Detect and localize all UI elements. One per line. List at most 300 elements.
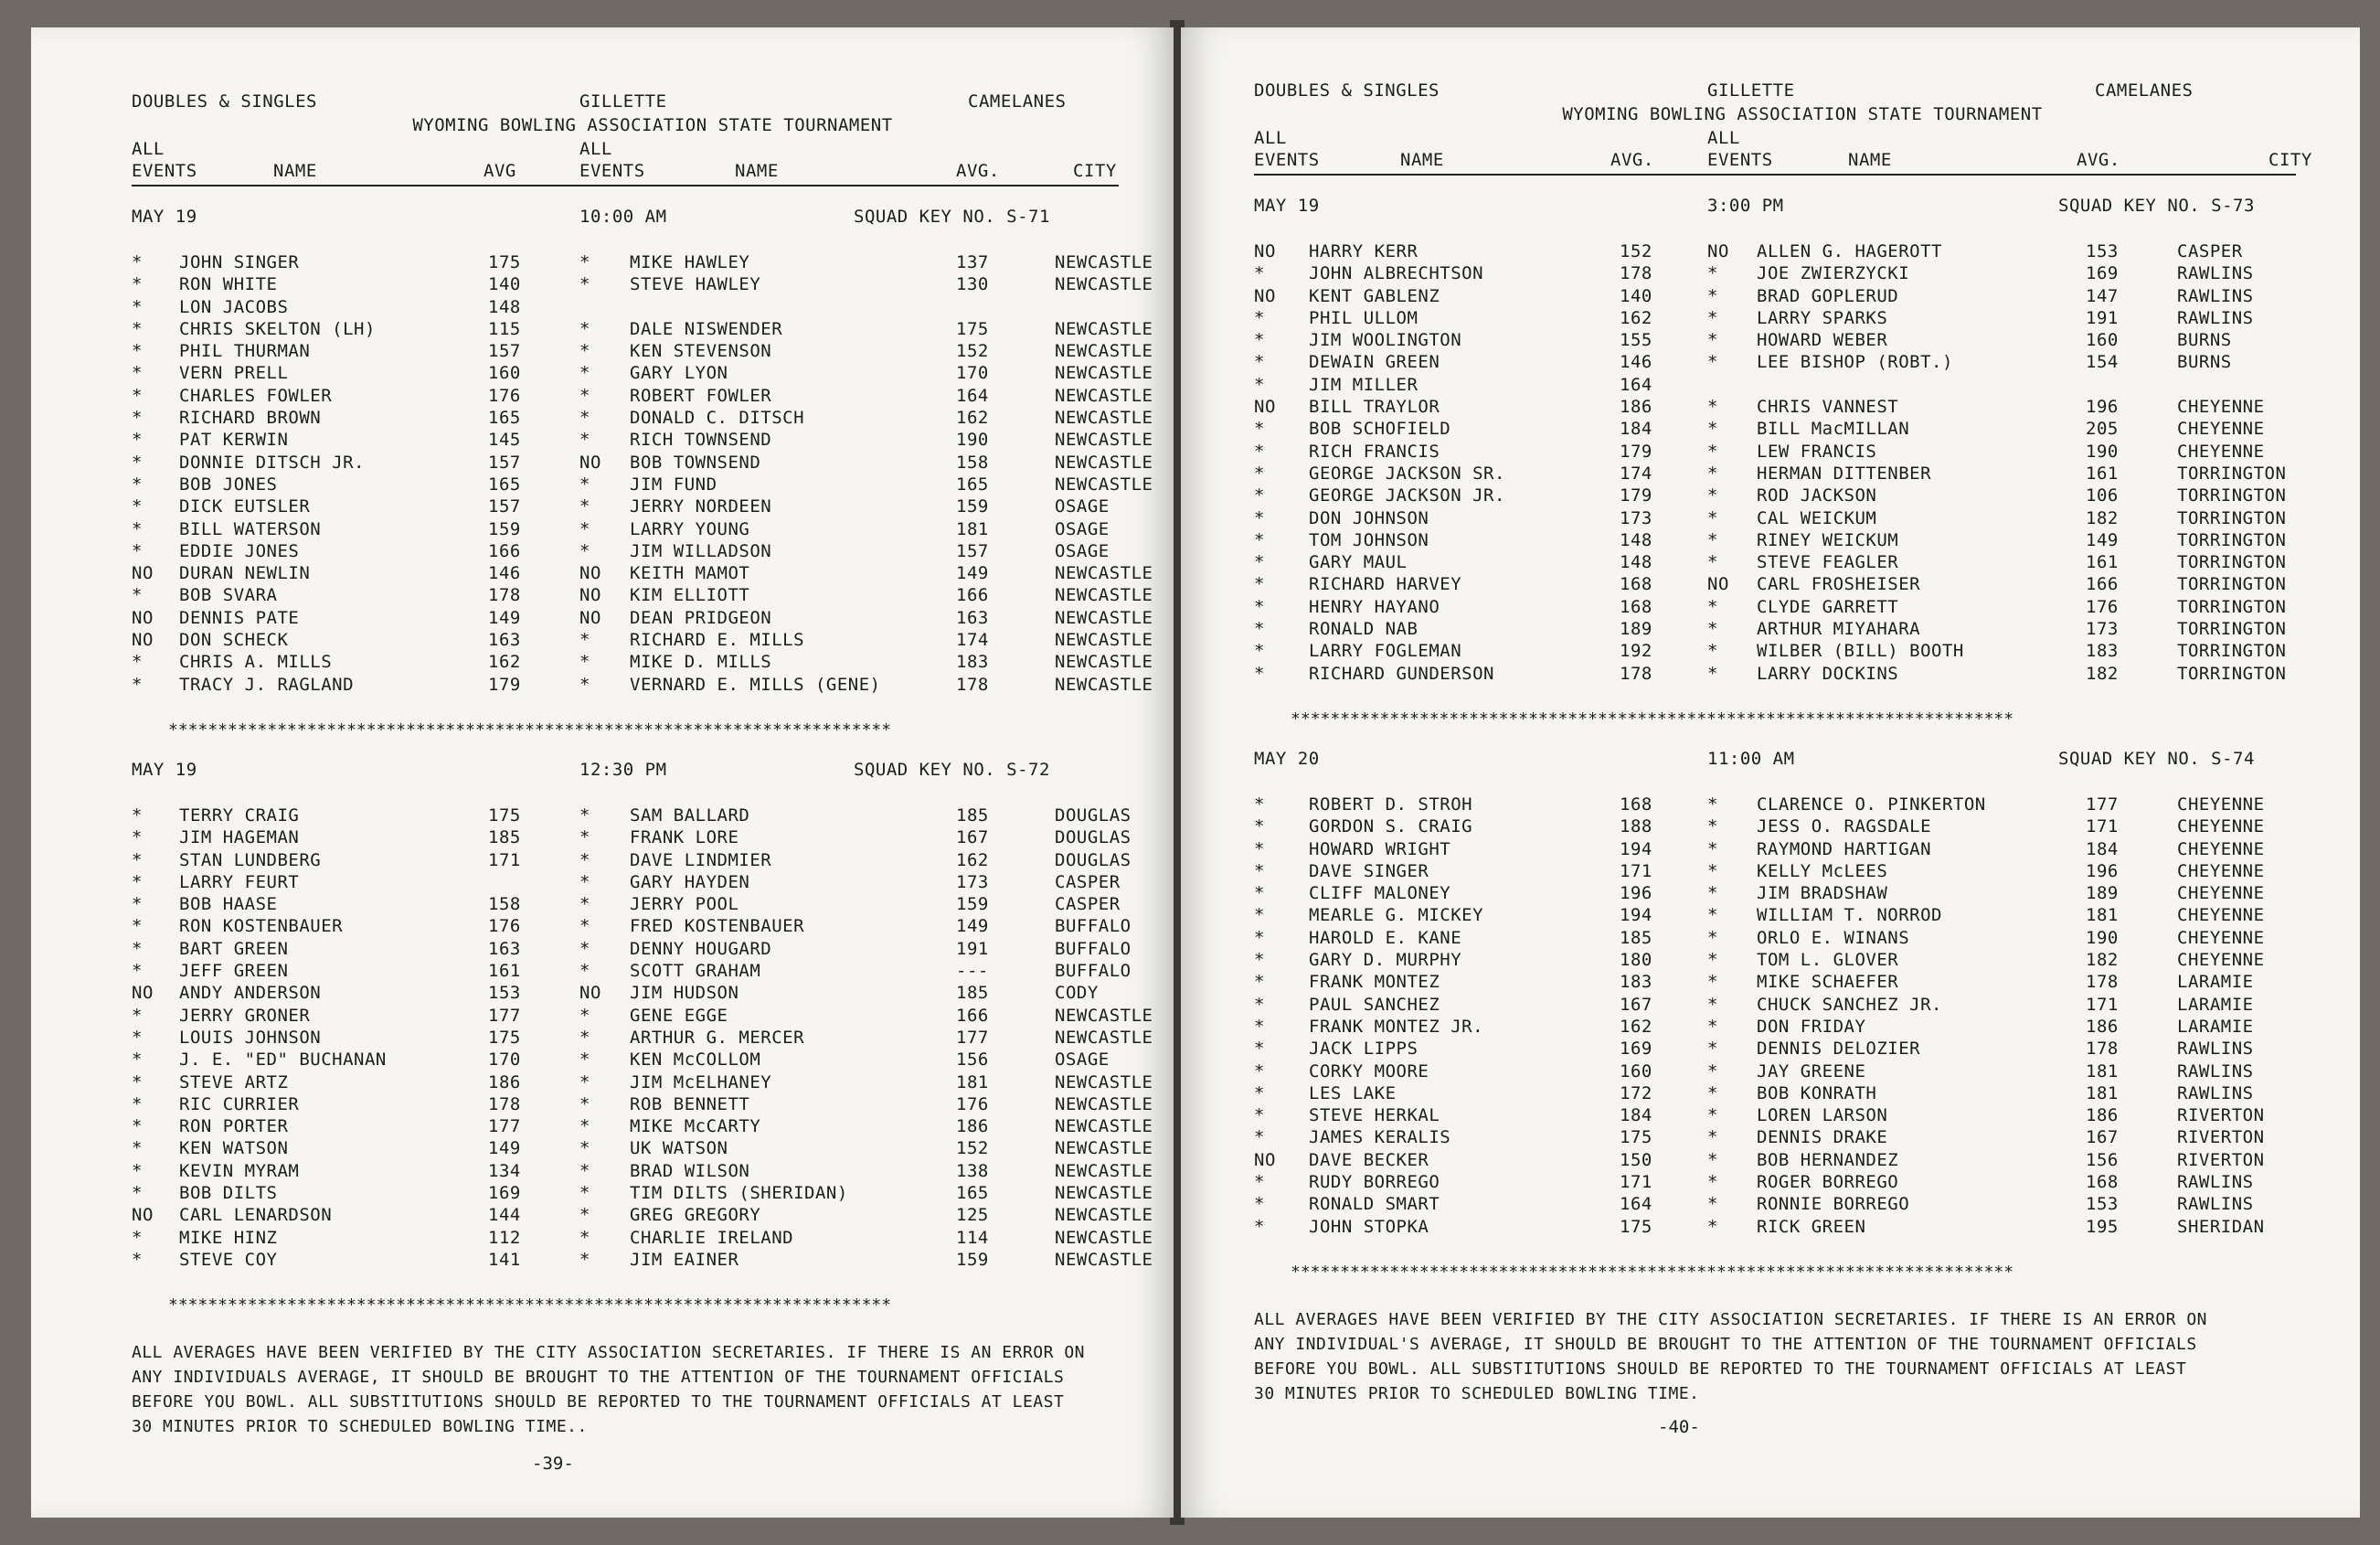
bowler-name-2: RICH TOWNSEND [630, 430, 772, 451]
city: NEWCASTLE [1055, 563, 1153, 584]
average-1: 174 [1620, 463, 1652, 484]
bowler-name-1: GEORGE JACKSON SR. [1309, 463, 1505, 484]
average-2: 166 [2086, 574, 2119, 595]
events-flag-2: * [1707, 619, 1718, 640]
events-flag-1: NO [1254, 241, 1276, 261]
table-row [1254, 597, 2296, 619]
table-row [132, 430, 1153, 452]
events-flag-1: * [132, 1249, 143, 1270]
bowler-name-1: RICH FRANCIS [1309, 441, 1440, 462]
entry-list [132, 804, 1153, 1272]
events-flag-1: * [132, 938, 143, 959]
events-flag-2: * [1707, 927, 1718, 948]
city: CHEYENNE [2177, 950, 2265, 971]
city: NEWCASTLE [1055, 1249, 1153, 1270]
events-flag-1: * [1254, 1171, 1265, 1192]
average-2: 159 [956, 1249, 989, 1270]
events-flag-1: * [1254, 263, 1265, 284]
city: RAWLINS [2177, 263, 2254, 284]
bowler-name-1: DON JOHNSON [1309, 507, 1429, 528]
table-row [1254, 641, 2296, 663]
table-row [132, 983, 1119, 1005]
events-flag-2: * [579, 1182, 590, 1203]
events-flag-1: * [1254, 1060, 1265, 1082]
bowler-name-1: TOM JOHNSON [1309, 529, 1429, 550]
events-flag-1: * [132, 341, 143, 362]
city: RAWLINS [2177, 1060, 2254, 1082]
city: SHERIDAN [2177, 1216, 2265, 1237]
average-2: 190 [956, 430, 989, 451]
bowler-name-1: PHIL ULLOM [1309, 307, 1418, 328]
bowler-name-2: RICHARD E. MILLS [630, 630, 805, 651]
city: CASPER [2177, 241, 2243, 261]
average-1: 173 [1620, 507, 1652, 528]
table-row [1254, 485, 2296, 507]
events-flag-2: * [579, 1138, 590, 1159]
table-row [132, 585, 1153, 607]
average-2: 156 [956, 1050, 989, 1071]
average-2: 186 [2086, 1016, 2119, 1037]
table-row [132, 804, 1132, 827]
col-name-2: NAME [735, 161, 779, 181]
separator-line: ************************************************************************* [1291, 1262, 2014, 1282]
average-1: 171 [1620, 1171, 1652, 1192]
average-2: 177 [2086, 794, 2119, 815]
col-events-1: EVENTS [1254, 150, 1320, 170]
col-city: CITY [2268, 150, 2312, 170]
tournament-title: WYOMING BOWLING ASSOCIATION STATE TOURNAMENT [1562, 104, 2043, 124]
events-flag-1: * [132, 1027, 143, 1048]
city: CHEYENNE [2177, 794, 2265, 815]
bowler-name-2: DALE NISWENDER [630, 318, 783, 339]
events-flag-1: * [132, 1071, 143, 1092]
bowler-name-1: CHRIS A. MILLS [179, 652, 333, 673]
bowler-name-1: RON KOSTENBAUER [179, 916, 344, 937]
city: TORRINGTON [2177, 485, 2287, 506]
average-1: 180 [1620, 950, 1652, 971]
average-1: 185 [1620, 927, 1652, 948]
table-row [1254, 464, 2296, 485]
average-1: 178 [488, 585, 521, 606]
average-2: 182 [2086, 950, 2119, 971]
bowler-name-2: RONNIE BORREGO [1757, 1194, 1910, 1215]
bowler-name-1: CHARLES FOWLER [179, 385, 333, 406]
page-header [1254, 80, 2296, 102]
average-1: 164 [1620, 1194, 1652, 1215]
average-1: 185 [488, 827, 521, 848]
col-avg-1: AVG. [1610, 150, 1654, 170]
average-2: 185 [956, 983, 989, 1004]
average-1: 165 [488, 474, 521, 495]
squad-time: 10:00 AM [579, 207, 667, 227]
events-flag-1: * [1254, 596, 1265, 617]
bowler-name-2: JERRY POOL [630, 894, 739, 915]
average-2: 169 [2086, 263, 2119, 284]
bowler-name-1: PHIL THURMAN [179, 341, 311, 362]
average-1: 175 [1620, 1216, 1652, 1237]
bowler-name-1: JOHN STOPKA [1309, 1216, 1429, 1237]
bowler-name-2: LEE BISHOP (ROBT.) [1757, 352, 1953, 373]
table-row [132, 363, 1153, 385]
events-flag-1: * [1254, 374, 1265, 395]
squad-date: MAY 20 [1254, 748, 1320, 769]
city: NEWCASTLE [1055, 341, 1153, 362]
average-2: 186 [956, 1116, 989, 1137]
average-2: 183 [956, 652, 989, 673]
bowler-name-2: GREG GREGORY [630, 1205, 761, 1226]
average-2: 153 [2086, 241, 2119, 261]
average-1: 112 [488, 1227, 521, 1248]
events-flag-1: * [1254, 994, 1265, 1015]
average-2: 166 [956, 1005, 989, 1026]
events-flag-1: * [132, 1116, 143, 1137]
table-row [132, 474, 1153, 496]
bowler-name-2: RAYMOND HARTIGAN [1757, 838, 1932, 859]
events-flag-1: * [132, 674, 143, 695]
events-flag-1: * [132, 318, 143, 339]
events-flag-2: * [1707, 883, 1718, 904]
bowler-name-1: LARRY FOGLEMAN [1309, 641, 1462, 662]
events-flag-2: * [1707, 1171, 1718, 1192]
col-events-2: EVENTS [1707, 150, 1773, 170]
average-2: 130 [956, 274, 989, 295]
average-1: 144 [488, 1205, 521, 1226]
bowler-name-2: GENE EGGE [630, 1005, 728, 1026]
bowler-name-1: JIM MILLER [1309, 374, 1418, 395]
average-1: 149 [488, 607, 521, 628]
bowler-name-1: HARRY KERR [1309, 241, 1418, 261]
average-1: 170 [488, 1050, 521, 1071]
events-flag-2: NO [579, 585, 601, 606]
events-flag-2: NO [579, 452, 601, 473]
average-2: 152 [956, 1138, 989, 1159]
bowler-name-2: GARY HAYDEN [630, 871, 750, 892]
events-flag-2: * [579, 916, 590, 937]
events-flag-1: * [1254, 950, 1265, 971]
entry-list [1254, 241, 2296, 686]
average-2: 158 [956, 452, 989, 473]
events-flag-2: * [1707, 1060, 1718, 1082]
events-flag-1: * [132, 1093, 143, 1114]
events-flag-1: * [1254, 1194, 1265, 1215]
bowler-name-1: RONALD NAB [1309, 619, 1418, 640]
average-1: 172 [1620, 1082, 1652, 1103]
average-1: 164 [1620, 374, 1652, 395]
average-1: 189 [1620, 619, 1652, 640]
bowler-name-2: UK WATSON [630, 1138, 728, 1159]
average-2: 153 [2086, 1194, 2119, 1215]
average-2: 160 [2086, 330, 2119, 351]
city: NEWCASTLE [1055, 652, 1153, 673]
table-row [132, 274, 1153, 296]
average-1: 176 [488, 385, 521, 406]
city: NEWCASTLE [1055, 630, 1153, 651]
bowler-name-1: MIKE HINZ [179, 1227, 278, 1248]
table-row [1254, 442, 2296, 464]
average-2: 175 [956, 318, 989, 339]
events-flag-1: * [1254, 1016, 1265, 1037]
table-row [132, 607, 1153, 630]
events-flag-2: * [579, 871, 590, 892]
bowler-name-1: STEVE COY [179, 1249, 278, 1270]
bowler-name-1: ANDY ANDERSON [179, 983, 322, 1004]
events-flag-2: * [579, 1093, 590, 1114]
bowler-name-1: RICHARD GUNDERSON [1309, 663, 1494, 684]
events-flag-1: * [1254, 1127, 1265, 1148]
average-2: 157 [956, 540, 989, 561]
events-flag-2: * [579, 518, 590, 539]
events-flag-2: * [579, 1227, 590, 1248]
bowler-name-1: DAVE BECKER [1309, 1149, 1429, 1170]
left-page-content [132, 91, 1153, 1439]
bowler-name-1: DEWAIN GREEN [1309, 352, 1440, 373]
city: OSAGE [1055, 496, 1110, 517]
bowler-name-1: BOB JONES [179, 474, 278, 495]
bowler-name-1: RON PORTER [179, 1116, 289, 1137]
bowler-name-2: LEW FRANCIS [1757, 441, 1877, 462]
average-1: 146 [1620, 352, 1652, 373]
average-2: 176 [956, 1093, 989, 1114]
events-flag-1: * [132, 1182, 143, 1203]
city: RAWLINS [2177, 1194, 2254, 1215]
squad-time: 3:00 PM [1707, 196, 1784, 216]
city: NEWCASTLE [1055, 585, 1153, 606]
table-row [1254, 619, 2296, 641]
city: OSAGE [1055, 540, 1110, 561]
separator-line: ************************************************************************* [168, 1295, 892, 1316]
average-1: 163 [488, 938, 521, 959]
venue-name: CAMELANES [968, 91, 1067, 112]
average-1: 192 [1620, 641, 1652, 662]
average-1: 177 [488, 1116, 521, 1137]
bowler-name-1: ROBERT D. STROH [1309, 794, 1473, 815]
bowler-name-1: STAN LUNDBERG [179, 849, 322, 870]
average-2: 205 [2086, 419, 2119, 440]
city: CHEYENNE [2177, 838, 2265, 859]
events-flag-1: * [1254, 972, 1265, 993]
average-2: 173 [956, 871, 989, 892]
bowler-name-2: MIKE McCARTY [630, 1116, 761, 1137]
average-1: 153 [488, 983, 521, 1004]
average-1: 159 [488, 518, 521, 539]
events-flag-1: * [1254, 574, 1265, 595]
average-2: 163 [956, 607, 989, 628]
bowler-name-2: CHRIS VANNEST [1757, 397, 1899, 418]
events-flag-1: NO [132, 563, 154, 584]
city: NEWCASTLE [1055, 1005, 1153, 1026]
events-flag-2: * [579, 894, 590, 915]
city: NEWCASTLE [1055, 430, 1153, 451]
events-flag-1: * [132, 540, 143, 561]
city: TORRINGTON [2177, 463, 2287, 484]
average-1: 162 [1620, 307, 1652, 328]
events-flag-1: * [132, 916, 143, 937]
events-flag-2: * [579, 474, 590, 495]
col-events-2: EVENTS [579, 161, 645, 181]
table-row [1254, 263, 2296, 285]
average-2: 170 [956, 363, 989, 384]
bowler-name-1: HAROLD E. KANE [1309, 927, 1462, 948]
bowler-name-1: DICK EUTSLER [179, 496, 311, 517]
average-1: 145 [488, 430, 521, 451]
events-flag-2: * [1707, 1216, 1718, 1237]
average-2: 181 [956, 518, 989, 539]
bowler-name-2: STEVE FEAGLER [1757, 552, 1899, 573]
city: TORRINGTON [2177, 529, 2287, 550]
bowler-name-2: SCOTT GRAHAM [630, 961, 761, 982]
squad-key: SQUAD KEY NO. S-73 [2058, 196, 2255, 216]
events-flag-2: * [1707, 950, 1718, 971]
events-flag-1: * [132, 252, 143, 272]
average-1: 176 [488, 916, 521, 937]
city: CHEYENNE [2177, 816, 2265, 837]
bowler-name-1: BART GREEN [179, 938, 289, 959]
average-2: 196 [2086, 860, 2119, 881]
average-2: 182 [2086, 507, 2119, 528]
bowler-name-1: GARY D. MURPHY [1309, 950, 1462, 971]
average-1: 149 [488, 1138, 521, 1159]
city: RIVERTON [2177, 1105, 2265, 1126]
bowler-name-2: BOB HERNANDEZ [1757, 1149, 1899, 1170]
average-2: 196 [2086, 397, 2119, 418]
bowler-name-1: KEN WATSON [179, 1138, 289, 1159]
average-2: 164 [956, 385, 989, 406]
squad-key: SQUAD KEY NO. S-71 [854, 207, 1050, 227]
bowler-name-2: JOE ZWIERZYCKI [1757, 263, 1910, 284]
bowler-name-1: GARY MAUL [1309, 552, 1408, 573]
events-flag-1: * [1254, 816, 1265, 837]
table-row [1254, 1039, 2296, 1060]
bowler-name-2: JESS O. RAGSDALE [1757, 816, 1932, 837]
bowler-name-1: DENNIS PATE [179, 607, 300, 628]
bowler-name-1: GEORGE JACKSON JR. [1309, 485, 1505, 506]
city: NEWCASTLE [1055, 385, 1153, 406]
page-number: -40- [1658, 1417, 1700, 1437]
events-flag-2: * [1707, 816, 1718, 837]
events-flag-1: * [132, 1138, 143, 1159]
events-flag-2: * [579, 630, 590, 651]
events-flag-1: * [1254, 883, 1265, 904]
average-1: 183 [1620, 972, 1652, 993]
average-2: 167 [956, 827, 989, 848]
events-flag-2: * [1707, 1105, 1718, 1126]
table-row [132, 674, 1153, 697]
bowler-name-1: BOB SCHOFIELD [1309, 419, 1451, 440]
city: CHEYENNE [2177, 397, 2265, 418]
city: NEWCASTLE [1055, 1027, 1153, 1048]
events-flag-1: * [1254, 507, 1265, 528]
table-row [132, 452, 1153, 474]
bowler-name-1: PAUL SANCHEZ [1309, 994, 1440, 1015]
events-flag-1: NO [132, 607, 154, 628]
table-row [132, 1249, 1153, 1272]
city: CASPER [1055, 871, 1121, 892]
table-row [1254, 1017, 2296, 1039]
bowler-name-2: DEAN PRIDGEON [630, 607, 772, 628]
events-flag-2: * [1707, 663, 1718, 684]
table-row [1254, 794, 2296, 816]
bowler-name-2: JIM FUND [630, 474, 717, 495]
events-flag-2: * [1707, 641, 1718, 662]
average-1: 146 [488, 563, 521, 584]
table-row [1254, 972, 2296, 994]
squad-key: SQUAD KEY NO. S-72 [854, 759, 1050, 780]
events-flag-1: * [132, 1160, 143, 1181]
events-flag-2: NO [579, 983, 601, 1004]
col-all-2: ALL [579, 139, 612, 159]
events-flag-2: * [1707, 1039, 1718, 1060]
bowler-name-2: CHARLIE IRELAND [630, 1227, 794, 1248]
events-flag-2: * [1707, 1016, 1718, 1037]
bowler-name-2: ROD JACKSON [1757, 485, 1877, 506]
right-page [1181, 27, 2360, 1518]
bowler-name-2: GARY LYON [630, 363, 728, 384]
average-2: 177 [956, 1027, 989, 1048]
average-1: 167 [1620, 994, 1652, 1015]
average-2: 184 [2086, 838, 2119, 859]
average-1: 194 [1620, 838, 1652, 859]
bowler-name-2: DENNIS DELOZIER [1757, 1039, 1921, 1060]
bowler-name-2: WILBER (BILL) BOOTH [1757, 641, 1964, 662]
bowler-name-2: ROBERT FOWLER [630, 385, 772, 406]
average-2: 156 [2086, 1149, 2119, 1170]
table-row [1254, 664, 2296, 686]
events-flag-1: * [1254, 1216, 1265, 1237]
average-1: 162 [488, 652, 521, 673]
events-flag-1: * [1254, 330, 1265, 351]
events-flag-1: * [1254, 419, 1265, 440]
events-flag-2: * [1707, 1127, 1718, 1148]
squad-date: MAY 19 [132, 759, 197, 780]
col-name-1: NAME [273, 161, 317, 181]
table-row [132, 408, 1153, 430]
events-flag-1: * [1254, 463, 1265, 484]
bowler-name-1: JACK LIPPS [1309, 1039, 1418, 1060]
table-row [1254, 1127, 2296, 1149]
squad-time: 11:00 AM [1707, 748, 1795, 769]
events-flag-2: * [579, 252, 590, 272]
table-row [1254, 1150, 2296, 1172]
events-flag-2: * [579, 674, 590, 695]
bowler-name-1: TERRY CRAIG [179, 804, 300, 826]
average-2: 167 [2086, 1127, 2119, 1148]
city: NEWCASTLE [1055, 452, 1153, 473]
bowler-name-2: BRAD GOPLERUD [1757, 285, 1899, 306]
average-1: 140 [1620, 285, 1652, 306]
average-1: 177 [488, 1005, 521, 1026]
average-1: 134 [488, 1160, 521, 1181]
table-row [1254, 419, 2296, 441]
events-flag-1: NO [1254, 285, 1276, 306]
average-2: 185 [956, 804, 989, 826]
bowler-name-2: JIM McELHANEY [630, 1071, 772, 1092]
events-flag-2: * [579, 274, 590, 295]
bowler-name-1: JEFF GREEN [179, 961, 289, 982]
city: TORRINGTON [2177, 596, 2287, 617]
table-row [1254, 905, 2296, 927]
events-flag-1: * [1254, 905, 1265, 926]
events-flag-2: NO [579, 607, 601, 628]
events-flag-1: * [132, 652, 143, 673]
events-flag-2: * [1707, 1194, 1718, 1215]
bowler-name-2: TIM DILTS (SHERIDAN) [630, 1182, 848, 1203]
events-flag-2: NO [1707, 241, 1729, 261]
bowler-name-2: HOWARD WEBER [1757, 330, 1888, 351]
bowler-name-2: CARL FROSHEISER [1757, 574, 1921, 595]
left-page [31, 27, 1174, 1518]
average-2: 178 [2086, 1039, 2119, 1060]
bowler-name-2: JIM WILLADSON [630, 540, 772, 561]
